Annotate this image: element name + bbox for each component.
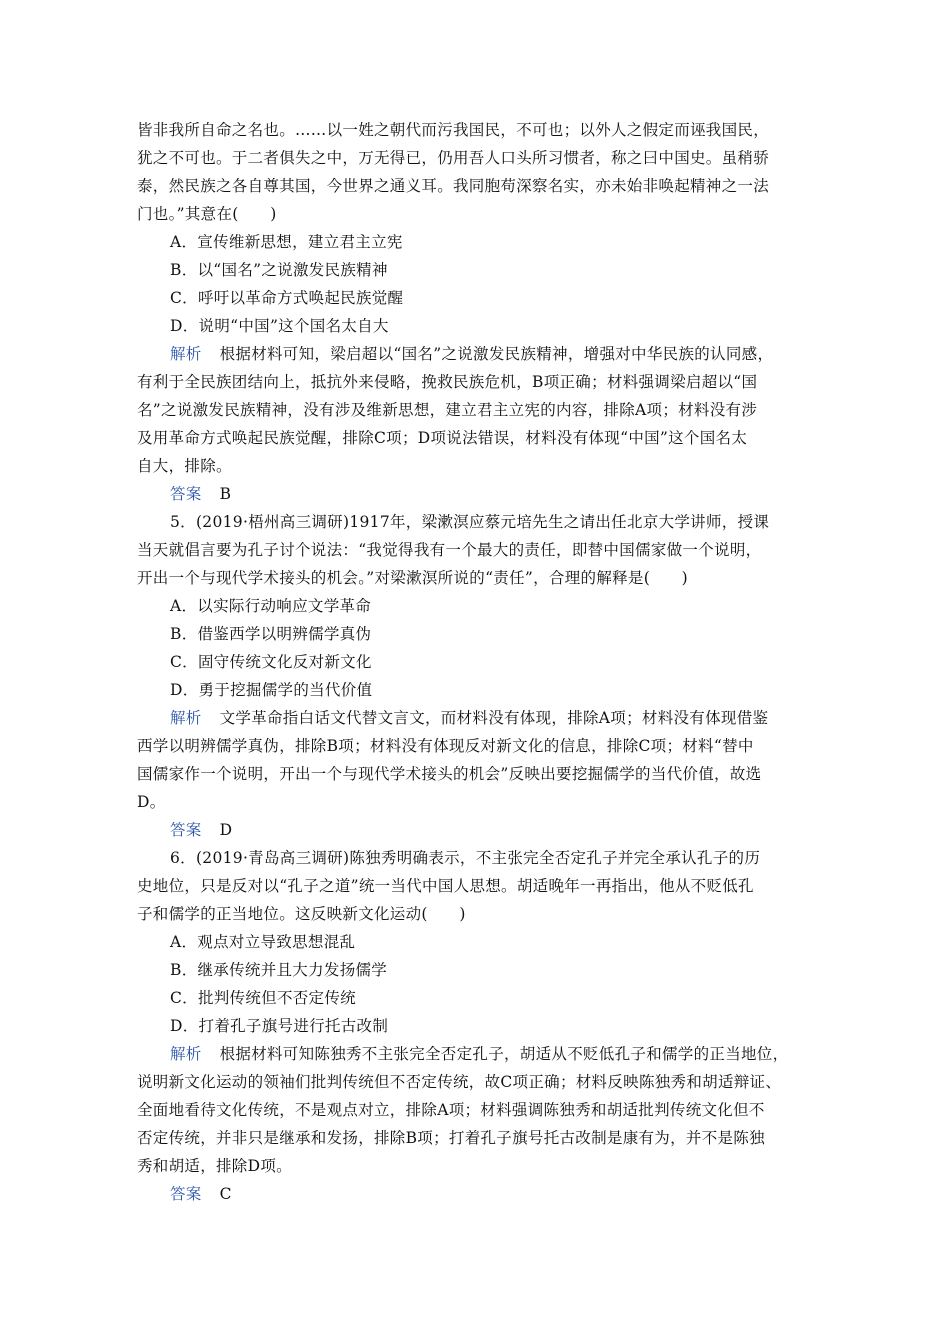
analysis-text: 文学革命指白话文代替文言文，而材料没有体现，排除A项；材料没有体现借鉴 [219,709,769,727]
question-5-stem-line: 5．(2019·梧州高三调研)1917年，梁漱溟应蔡元培先生之请出任北京大学讲师，授课 [170,513,770,531]
question-6-analysis-line: 否定传统，并非只是继承和发扬，排除B项；打着孔子旗号托古改制是康有为，并不是陈独 [137,1129,765,1147]
question-4-analysis-line: 有利于全民族团结向上，抵抗外来侵略，挽救民族危机，B项正确；材料强调梁启超以“国 [137,373,758,391]
question-4-option-b: B．以“国名”之说激发民族精神 [170,261,388,279]
question-5-option-c: C．固守传统文化反对新文化 [170,653,372,671]
document-page [137,116,827,1208]
question-6-analysis-line: 秀和胡适，排除D项。 [137,1157,292,1175]
question-6-analysis-line: 说明新文化运动的领袖们批判传统但不否定传统，故C项正确；材料反映陈独秀和胡适辩证、 [137,1073,782,1091]
answer-value: D [219,821,233,839]
question-4-option-c: C．呼吁以革命方式唤起民族觉醒 [170,289,404,307]
question-5-stem-line: 开出一个与现代学术接头的机会。”对梁漱溟所说的“责任”，合理的解释是( ) [137,569,689,587]
question-6-stem-line: 6．(2019·青岛高三调研)陈独秀明确表示，不主张完全否定孔子并完全承认孔子的历 [170,849,761,867]
analysis-text: 根据材料可知陈独秀不主张完全否定孔子，胡适从不贬低孔子和儒学的正当地位， [219,1045,789,1063]
answer-value: C [219,1185,232,1203]
question-5-analysis-first-line [137,704,827,732]
answer-value: B [219,485,232,503]
question-4-option-d: D．说明“中国”这个国名太自大 [170,317,389,335]
question-4-analysis-first-line [137,340,827,368]
question-5-option-d: D．勇于挖掘儒学的当代价值 [170,681,373,699]
question-5-answer [137,816,827,844]
question-4-analysis-line: 名”之说激发民族精神，没有涉及维新思想，建立君主立宪的内容，排除A项；材料没有涉 [137,401,758,419]
analysis-text: 根据材料可知，梁启超以“国名”之说激发民族精神，增强对中华民族的认同感， [219,345,774,363]
question-6-option-c: C．批判传统但不否定传统 [170,989,356,1007]
question-6-analysis-first-line [137,1040,827,1068]
question-4-analysis-line: 自大，排除。 [137,457,232,475]
analysis-label: 解析 [170,709,202,727]
question-4-stem-line: 皆非我所自命之名也。……以一姓之朝代而污我国民，不可也；以外人之假定而诬我国民， [137,121,770,139]
question-6-analysis-line: 全面地看待文化传统，不是观点对立，排除A项；材料强调陈独秀和胡适批判传统文化但不 [137,1101,765,1119]
analysis-label: 解析 [170,345,202,363]
question-4-stem-line: 泰，然民族之各自尊其国，今世界之通义耳。我同胞苟深察名实，亦未始非唤起精神之一法 [137,177,770,195]
question-6-option-b: B．继承传统并且大力发扬儒学 [170,961,388,979]
question-6-answer [137,1180,827,1208]
question-6-option-d: D．打着孔子旗号进行托古改制 [170,1017,389,1035]
question-6 [137,844,827,1208]
question-5-analysis-line: 西学以明辨儒学真伪，排除B项；材料没有体现反对新文化的信息，排除C项；材料“替中 [137,737,754,755]
question-4-option-a: A．宣传维新思想，建立君主立宪 [170,233,403,251]
question-6-option-a: A．观点对立导致思想混乱 [170,933,356,951]
question-6-stem-line: 史地位，只是反对以“孔子之道”统一当代中国人思想。胡适晚年一再指出，他从不贬低孔 [137,877,754,895]
question-5-stem-line: 当天就倡言要为孔子讨个说法：“我觉得我有一个最大的责任，即替中国儒家做一个说明， [137,541,762,559]
question-5-analysis-line: D。 [137,793,166,811]
question-5-analysis-line: 国儒家作一个说明，开出一个与现代学术接头的机会”反映出要挖掘儒学的当代价值，故选 [137,765,762,783]
question-5-option-a: A．以实际行动响应文学革命 [170,597,372,615]
answer-label: 答案 [170,485,202,503]
question-4-answer [137,480,827,508]
answer-label: 答案 [170,1185,202,1203]
question-6-stem-line: 子和儒学的正当地位。这反映新文化运动( ) [137,905,466,923]
question-4-stem-line: 犹之不可也。于二者俱失之中，万无得已，仍用吾人口头所习惯者，称之曰中国史。虽稍骄 [137,149,770,167]
analysis-label: 解析 [170,1045,202,1063]
question-4 [137,116,827,508]
question-5-option-b: B．借鉴西学以明辨儒学真伪 [170,625,372,643]
question-4-stem-line: 门也。”其意在( ) [137,205,277,223]
question-5 [137,508,827,844]
question-4-analysis-line: 及用革命方式唤起民族觉醒，排除C项；D项说法错误，材料没有体现“中国”这个国名太 [137,429,748,447]
answer-label: 答案 [170,821,202,839]
